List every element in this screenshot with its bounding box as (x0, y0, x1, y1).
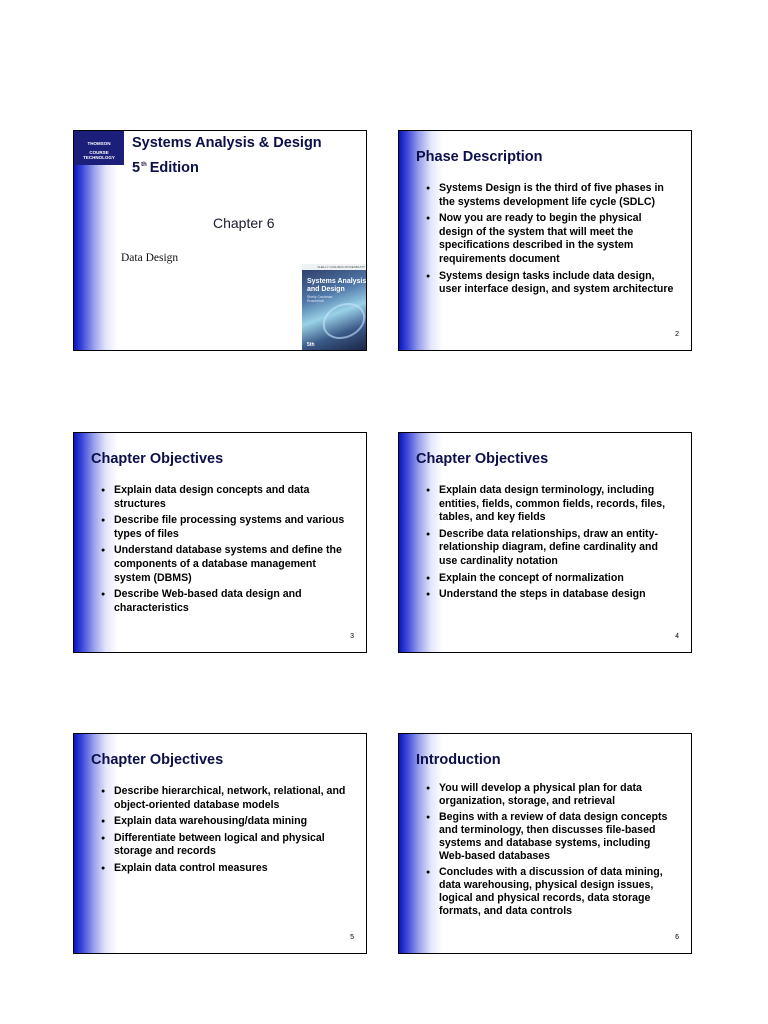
bullet-item: ● Concludes with a discussion of data mining, data warehousing, physical design issues, logical and physical records, data storage formats, and data controls (439, 866, 675, 918)
edition-label (132, 160, 199, 176)
cover-authors: Shelly Cashman Rosenblatt (307, 295, 333, 303)
slide-3 (73, 432, 367, 653)
bullet-list (439, 782, 675, 921)
bullet-item: ● Understand database systems and define the components of a database management system (DBMS) (114, 544, 350, 585)
chapter-label: Chapter 6 (213, 215, 275, 231)
slide-title: Introduction (416, 752, 501, 768)
bullet-item: ● Describe Web-based data design and characteristics (114, 588, 350, 615)
bullet-item: ● Systems Design is the third of five phases in the systems development life cycle (SDLC) (439, 182, 675, 209)
page-number: 6 (675, 934, 679, 941)
bullet-item: ● You will develop a physical plan for data organization, storage, and retrieval (439, 782, 675, 808)
slide-title: Chapter Objectives (91, 752, 224, 768)
chapter-topic: Data Design (121, 252, 179, 264)
bullet-list (439, 484, 675, 605)
slide-2 (398, 130, 692, 351)
cover-swirl-graphic (317, 296, 367, 345)
slide-5 (73, 733, 367, 954)
page-number: 2 (675, 331, 679, 338)
bullet-item: ● Begins with a review of data design concepts and terminology, then discusses file-based systems and database systems, including Web-based databases (439, 811, 675, 863)
cover-title-text: Systems Analysis and Design (307, 278, 367, 293)
slide-title: Phase Description (416, 149, 543, 165)
logo-line-1: THOMSON (87, 141, 111, 146)
bullet-item: ● Understand the steps in database design (439, 588, 675, 602)
bullet-list (114, 484, 350, 618)
page-number: 3 (350, 633, 354, 640)
page-number: 5 (350, 934, 354, 941)
edition-sup: th (141, 162, 147, 169)
book-cover-image (302, 264, 367, 351)
logo-line-2: COURSE TECHNOLOGY (83, 149, 115, 160)
slide-title: Chapter Objectives (416, 451, 549, 467)
bullet-list (114, 785, 350, 879)
bullet-item: ● Explain data design concepts and data structures (114, 484, 350, 511)
edition-number: 5 (132, 160, 141, 176)
cover-edition: 5th (307, 342, 315, 348)
slide-6 (398, 733, 692, 954)
cover-band: SHELLY CASHMAN ROSENBLATT (302, 264, 367, 270)
cover-title (307, 278, 367, 293)
edition-word: Edition (149, 160, 199, 176)
bullet-item: ● Now you are ready to begin the physical design of the system that will meet the specifications described in the system requirements document (439, 212, 675, 266)
bullet-item: ● Explain data warehousing/data mining (114, 815, 350, 829)
bullet-item: ● Explain the concept of normalization (439, 572, 675, 586)
slide-1-title (73, 130, 367, 351)
bullet-item: ● Describe file processing systems and various types of files (114, 514, 350, 541)
bullet-item: ● Explain data design terminology, including entities, fields, common fields, records, files, tables, and key fields (439, 484, 675, 525)
bullet-item: ● Describe data relationships, draw an entity-relationship diagram, define cardinality and use cardinality notation (439, 528, 675, 569)
bullet-item: ● Differentiate between logical and physical storage and records (114, 832, 350, 859)
page-number: 4 (675, 633, 679, 640)
thomson-logo (74, 131, 124, 165)
bullet-item: ● Explain data control measures (114, 862, 350, 876)
bullet-item: ● Systems design tasks include data design, user interface design, and system architecture (439, 270, 675, 297)
bullet-item: ● Describe hierarchical, network, relational, and object-oriented database models (114, 785, 350, 812)
slide-title: Chapter Objectives (91, 451, 224, 467)
slide-4 (398, 432, 692, 653)
bullet-list (439, 182, 675, 300)
course-title: Systems Analysis & Design (132, 135, 322, 151)
